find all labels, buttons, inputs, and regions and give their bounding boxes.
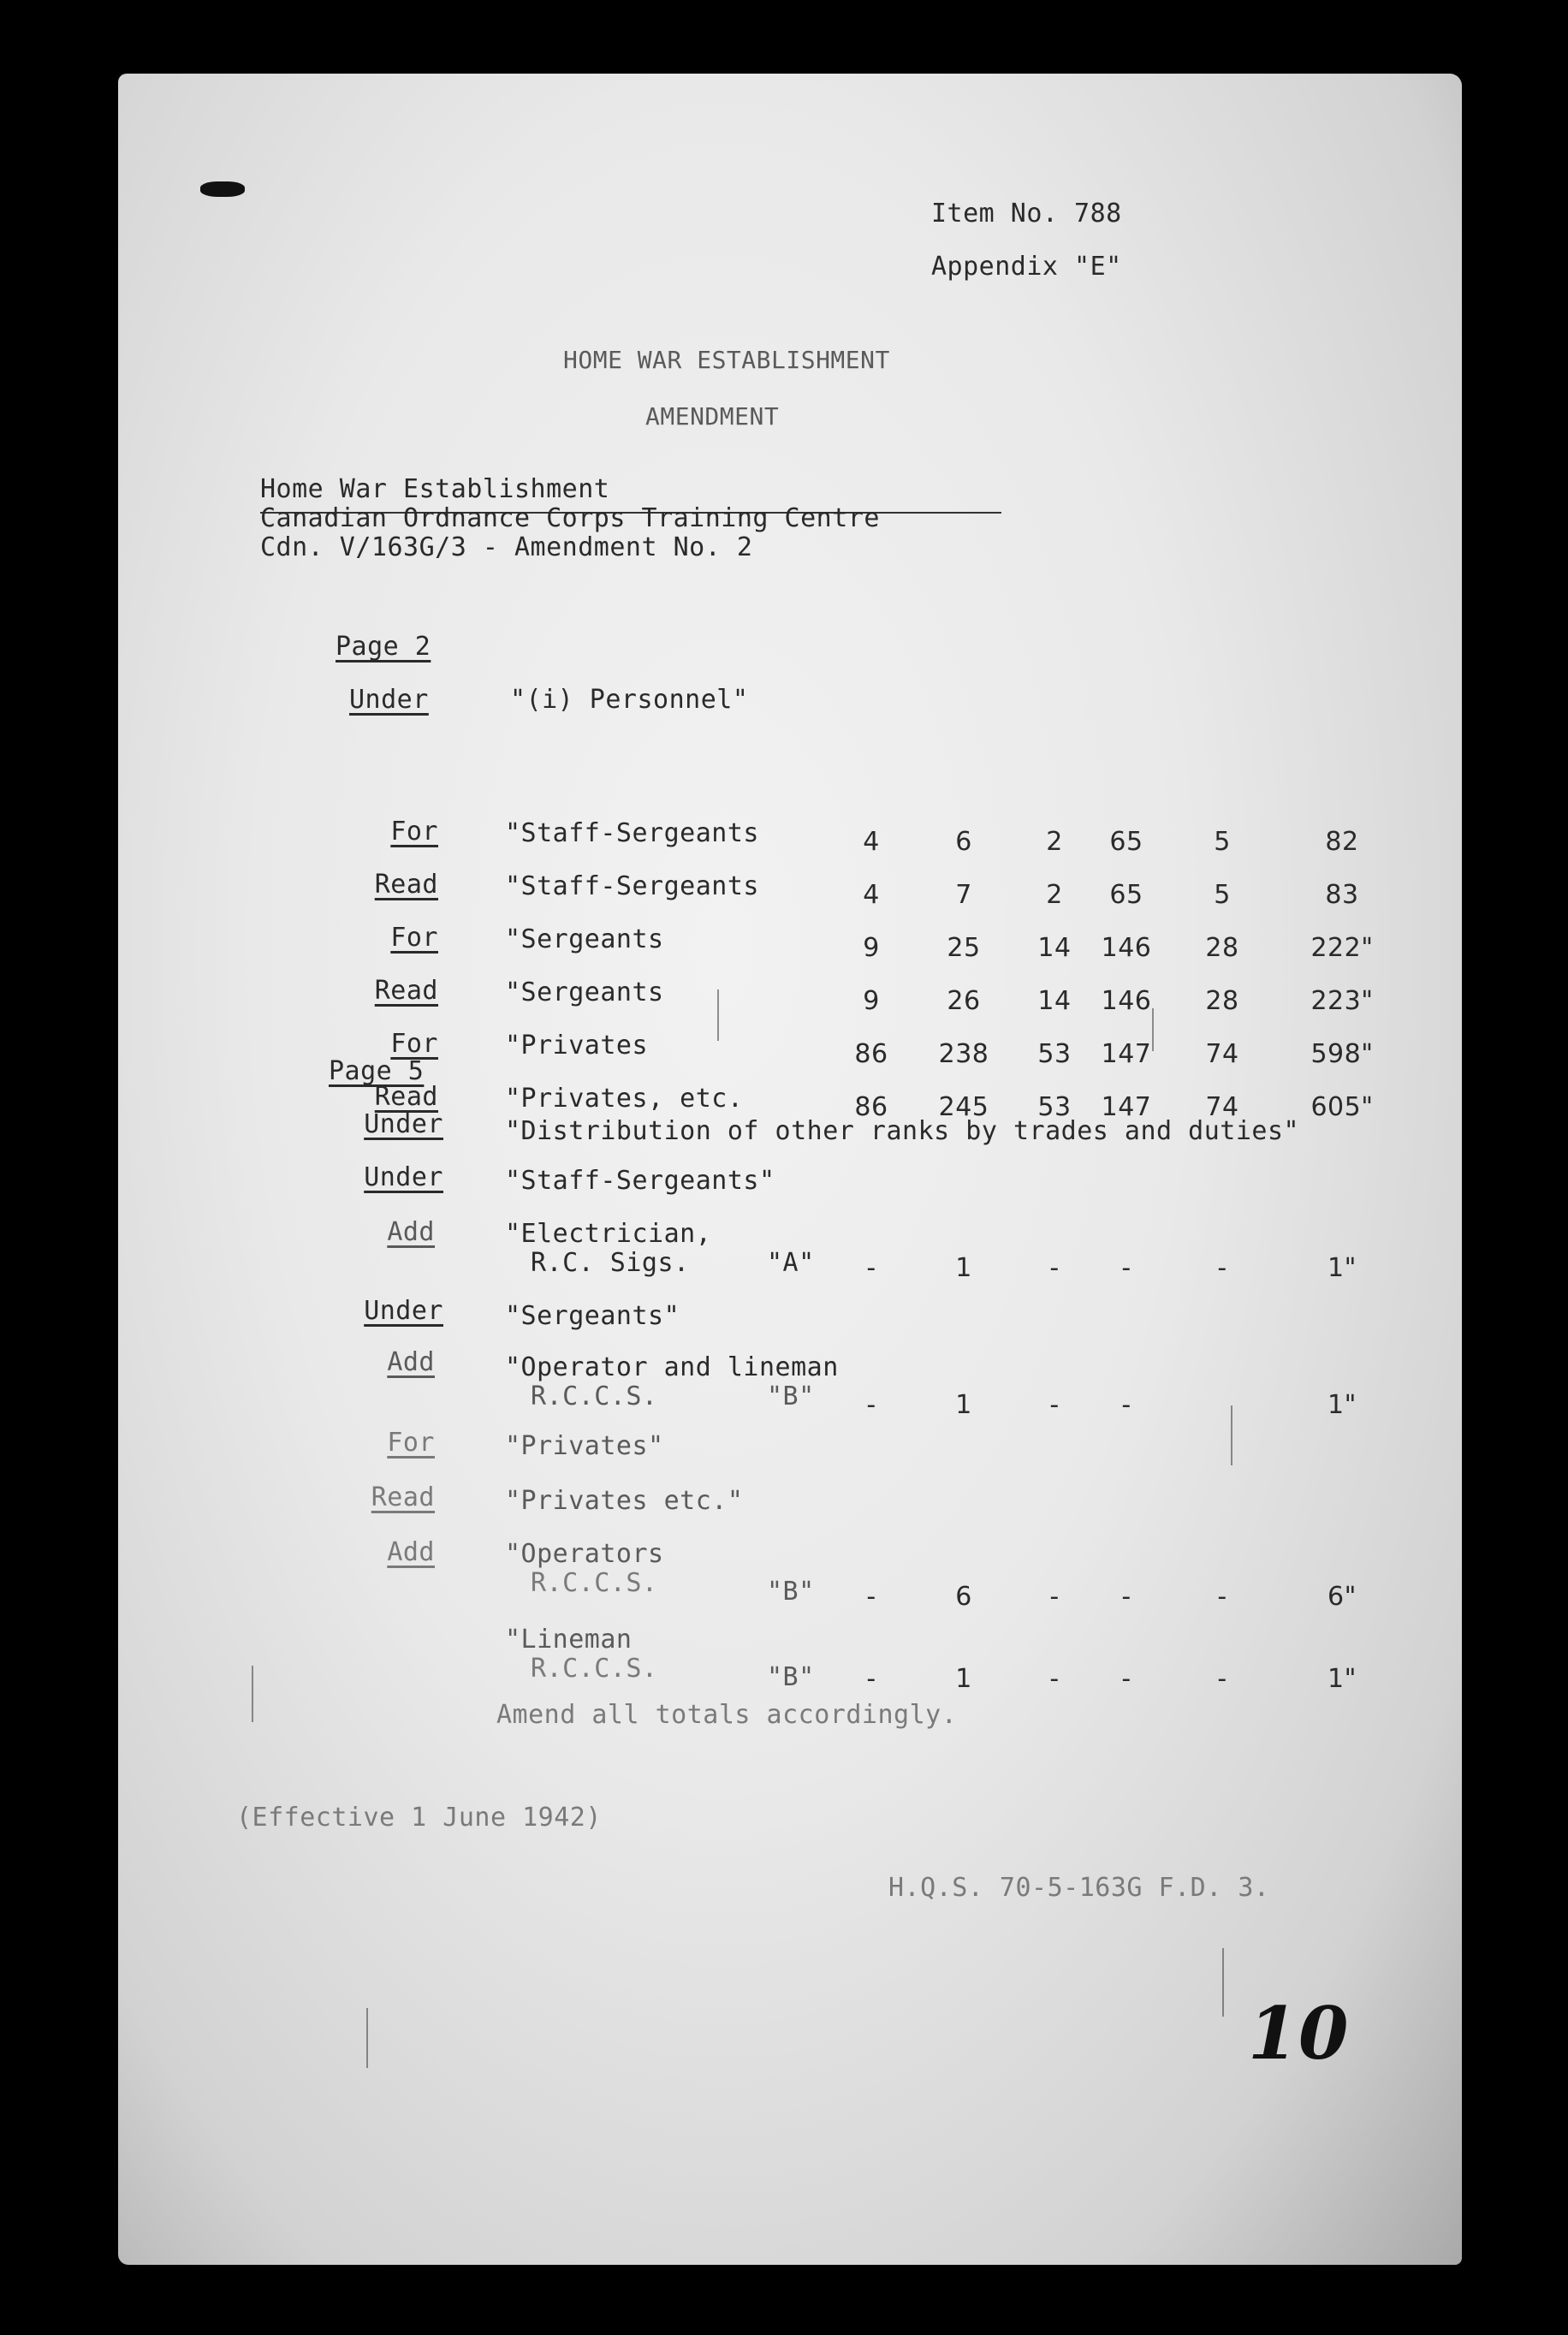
- page-2-row-value: 53: [1037, 1039, 1072, 1069]
- page-2-row-value: 83: [1325, 880, 1359, 910]
- value-cell: -: [1049, 1582, 1060, 1612]
- scan-mark: [252, 1666, 253, 1722]
- page-2-row-label: "Privates: [505, 1031, 649, 1061]
- value-cell: 1": [1327, 1253, 1357, 1283]
- value-cell: -: [1049, 1390, 1060, 1420]
- page-2-row-value: 9: [863, 986, 880, 1016]
- effective-date: (Effective 1 June 1942): [236, 1803, 602, 1833]
- page-2-row-value: 223": [1310, 986, 1374, 1016]
- page-2-row-value: 245: [938, 1092, 989, 1122]
- page-2-row-value: 28: [1205, 933, 1239, 963]
- page-2-heading: Page 2: [336, 632, 431, 662]
- page-2-row-value: 14: [1037, 933, 1072, 963]
- page-2-row-value: 4: [863, 880, 880, 910]
- page-2-row-value: 53: [1037, 1092, 1072, 1122]
- page-2-row-value: 74: [1205, 1039, 1239, 1069]
- page-2-row-action: For: [390, 817, 438, 847]
- under-sergeants-label: Under: [364, 1296, 443, 1326]
- reference-line-2: Canadian Ordnance Corps Training Centre: [260, 503, 880, 533]
- page-2-row-value: 65: [1109, 880, 1143, 910]
- amend-note: Amend all totals accordingly.: [496, 1700, 958, 1730]
- add-operators-line-1: "Operators: [505, 1539, 664, 1569]
- for-privates-text: "Privates": [505, 1431, 664, 1461]
- page-2-row-value: 5: [1214, 880, 1231, 910]
- add-electrician-line-2: R.C. Sigs.: [531, 1248, 690, 1278]
- page-2-row-value: 28: [1205, 986, 1239, 1016]
- page-5-under-label-1: Under: [364, 1109, 443, 1139]
- value-cell: -: [1121, 1582, 1131, 1612]
- value-cell: 1": [1327, 1390, 1357, 1420]
- add-operators-action: Add: [387, 1537, 435, 1567]
- page-5-staff-sergeants-text: "Staff-Sergeants": [505, 1166, 775, 1196]
- page-2-row-value: 7: [955, 880, 972, 910]
- page-2-row-value: 4: [863, 827, 880, 857]
- page-2-row-value: 14: [1037, 986, 1072, 1016]
- add-electrician-line-1: "Electrician,: [505, 1219, 712, 1249]
- add-lineman-line-2: R.C.C.S.: [531, 1654, 658, 1684]
- page-2-row-action: Read: [374, 870, 438, 900]
- page-2-row-action: For: [390, 923, 438, 953]
- page-2-row-value: 74: [1205, 1092, 1239, 1122]
- read-privates-label: Read: [371, 1482, 435, 1512]
- reference-line-1: Home War Establishment: [260, 474, 610, 504]
- file-reference: H.Q.S. 70-5-163G F.D. 3.: [888, 1873, 1270, 1903]
- document-title: HOME WAR ESTABLISHMENT: [563, 346, 890, 374]
- value-cell: 6: [955, 1582, 972, 1612]
- scan-mark: [717, 989, 719, 1041]
- page-2-row-value: 147: [1101, 1092, 1152, 1122]
- value-cell: -: [1049, 1253, 1060, 1283]
- page-2-row-value: 605": [1310, 1092, 1374, 1122]
- page-2-row-value: 146: [1101, 933, 1152, 963]
- page-2-row-value: 6: [955, 827, 972, 857]
- value-cell: -: [1217, 1253, 1227, 1283]
- value-cell: -: [1217, 1664, 1227, 1694]
- value-cell: -: [1121, 1253, 1131, 1283]
- page-2-row-value: 26: [947, 986, 981, 1016]
- page-2-row-value: 2: [1046, 880, 1063, 910]
- scan-mark: [366, 2008, 368, 2068]
- add-electrician-grade: "A": [767, 1248, 815, 1278]
- page-5-under-label-2: Under: [364, 1162, 443, 1192]
- corner-smudge: [200, 181, 245, 197]
- add-electrician-action: Add: [387, 1217, 435, 1247]
- page-2-row-value: 65: [1109, 827, 1143, 857]
- page-2-under-text: "(i) Personnel": [510, 685, 749, 715]
- page-2-row-action: Read: [374, 976, 438, 1006]
- add-lineman-grade: "B": [767, 1662, 815, 1692]
- page-2-row-label: "Sergeants: [505, 977, 664, 1007]
- page-2-row-label: "Staff-Sergeants: [505, 871, 759, 901]
- page-2-row-value: 147: [1101, 1039, 1152, 1069]
- page-2-under-label: Under: [349, 685, 429, 715]
- add-operators-grade: "B": [767, 1577, 815, 1607]
- page-2-row-value: 25: [947, 933, 981, 963]
- page-2-row-value: 222": [1310, 933, 1374, 963]
- page-2-row-action: For: [390, 1029, 438, 1059]
- add-operator-lineman-grade: "B": [767, 1381, 815, 1411]
- document-page: [118, 74, 1462, 2265]
- value-cell: 1: [955, 1390, 972, 1420]
- value-cell: 1: [955, 1664, 972, 1694]
- page-2-row-action: Read: [374, 1082, 438, 1112]
- add-operator-lineman-line-1: "Operator and lineman: [505, 1352, 839, 1382]
- scan-mark: [1222, 1948, 1224, 2017]
- value-cell: 1: [955, 1253, 972, 1283]
- add-lineman-line-1: "Lineman: [505, 1625, 633, 1655]
- reference-line-3: Cdn. V/163G/3 - Amendment No. 2: [260, 532, 753, 562]
- page-2-row-value: 86: [854, 1039, 888, 1069]
- value-cell: -: [1217, 1582, 1227, 1612]
- value-cell: -: [866, 1253, 876, 1283]
- add-operators-line-2: R.C.C.S.: [531, 1568, 658, 1598]
- add-operator-lineman-action: Add: [387, 1347, 435, 1377]
- item-number: Item No. 788: [931, 199, 1122, 229]
- page-2-row-label: "Sergeants: [505, 924, 664, 954]
- page-2-row-value: 598": [1310, 1039, 1374, 1069]
- page-5-distribution-text: "Distribution of other ranks by trades and duties": [505, 1116, 1300, 1146]
- document-subtitle: AMENDMENT: [645, 402, 780, 431]
- value-cell: -: [866, 1390, 876, 1420]
- appendix-label: Appendix "E": [931, 252, 1122, 282]
- value-cell: 1": [1327, 1664, 1357, 1694]
- page-2-row-value: 86: [854, 1092, 888, 1122]
- value-cell: -: [866, 1664, 876, 1694]
- value-cell: 6": [1327, 1582, 1357, 1612]
- for-privates-label: For: [387, 1428, 435, 1458]
- page-2-row-value: 82: [1325, 827, 1359, 857]
- scan-mark: [1152, 1008, 1154, 1051]
- page-2-row-label: "Staff-Sergeants: [505, 818, 759, 848]
- page-2-row-value: 146: [1101, 986, 1152, 1016]
- read-privates-text: "Privates etc.": [505, 1486, 744, 1516]
- value-cell: -: [1049, 1664, 1060, 1694]
- value-cell: -: [1121, 1390, 1131, 1420]
- value-cell: -: [1121, 1664, 1131, 1694]
- page-2-row-value: 2: [1046, 827, 1063, 857]
- page-2-row-value: 9: [863, 933, 880, 963]
- page-5-heading: Page 5: [329, 1056, 425, 1086]
- under-sergeants-text: "Sergeants": [505, 1301, 680, 1331]
- page-2-row-value: 5: [1214, 827, 1231, 857]
- page-2-row-label: "Privates, etc.: [505, 1084, 744, 1114]
- handwritten-page-number: 10: [1248, 1991, 1349, 2076]
- value-cell: -: [866, 1582, 876, 1612]
- page-2-row-value: 238: [938, 1039, 989, 1069]
- scan-mark: [1231, 1405, 1232, 1465]
- add-operator-lineman-line-2: R.C.C.S.: [531, 1381, 658, 1411]
